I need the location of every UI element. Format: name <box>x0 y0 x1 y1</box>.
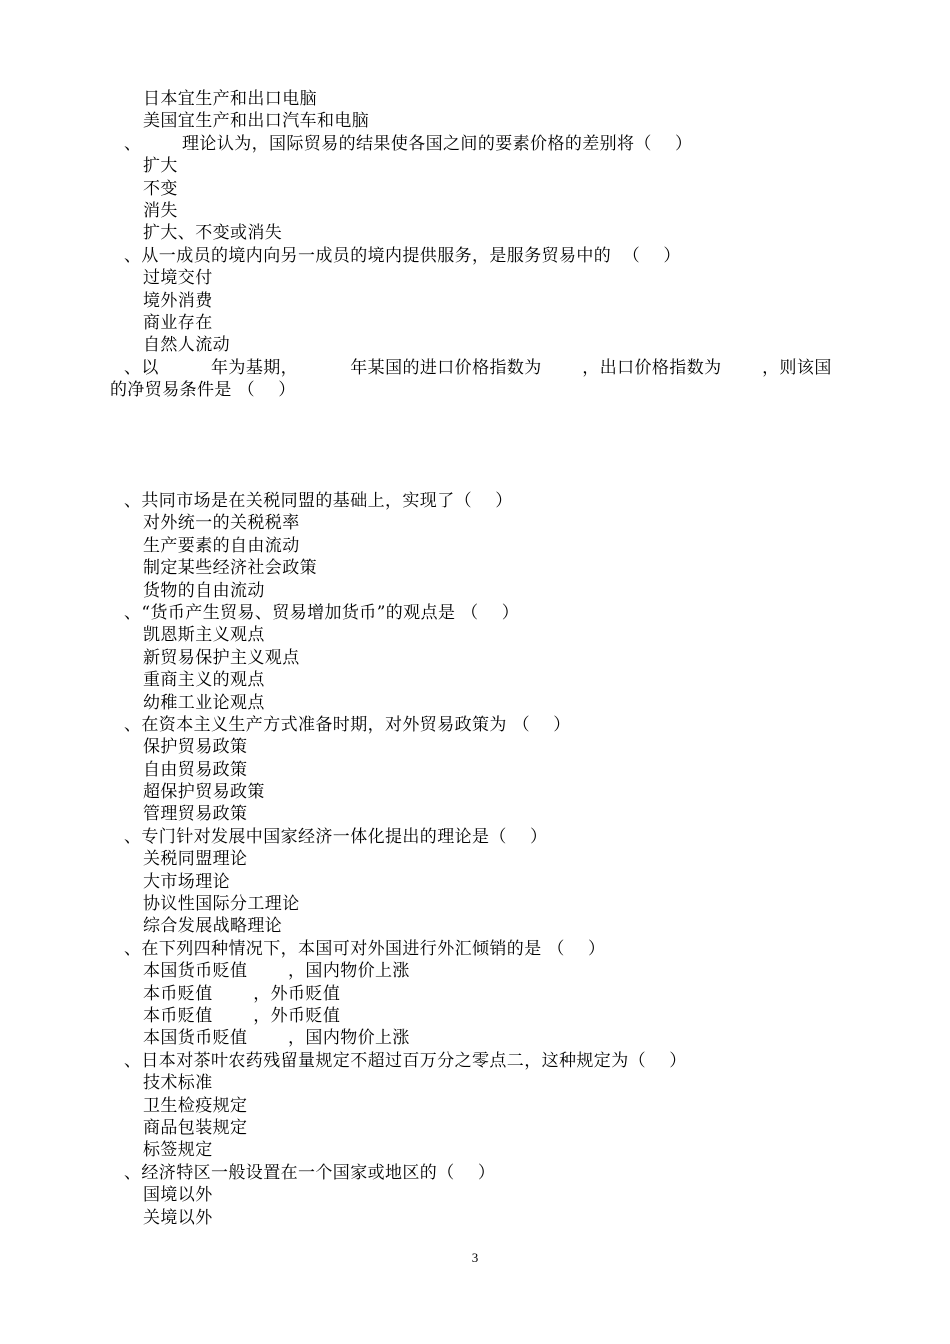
answer-option: 重商主义的观点 <box>143 670 265 691</box>
answer-option: 超保护贸易政策 <box>143 782 265 803</box>
answer-option: 日本宜生产和出口电脑 <box>143 89 317 109</box>
answer-option: 商业存在 <box>143 312 213 333</box>
question-text: 的净贸易条件是 （ ） <box>110 380 296 401</box>
answer-option: 自由贸易政策 <box>143 759 248 780</box>
question-text: 、在下列四种情况下，本国可对外国进行外汇倾销的是 （ ） <box>124 938 606 959</box>
answer-option: 国境以外 <box>143 1185 213 1206</box>
answer-option: 不变 <box>143 178 178 199</box>
question-text: 、经济特区一般设置在一个国家或地区的（ ） <box>124 1162 496 1183</box>
question-text: 、以 年为基期， 年某国的进口价格指数为 ，出口价格指数为 ，则该国 <box>124 357 832 378</box>
answer-option: 境外消费 <box>143 290 213 311</box>
question-text: 、日本对茶叶农药残留量规定不超过百万分之零点二，这种规定为（ ） <box>124 1050 687 1071</box>
answer-option: 自然人流动 <box>143 335 230 356</box>
answer-option: 保护贸易政策 <box>143 737 248 758</box>
answer-option: 扩大 <box>143 156 178 177</box>
answer-option: 本币贬值 ，外币贬值 <box>143 1005 341 1026</box>
answer-option: 生产要素的自由流动 <box>143 535 300 556</box>
question-text: 、在资本主义生产方式准备时期，对外贸易政策为 （ ） <box>124 714 571 735</box>
answer-option: 制定某些经济社会政策 <box>143 558 317 579</box>
answer-option: 商品包装规定 <box>143 1117 248 1138</box>
answer-option: 货物的自由流动 <box>143 580 265 601</box>
answer-option: 本国货币贬值 ，国内物价上涨 <box>143 961 410 982</box>
answer-option: 过境交付 <box>143 268 213 289</box>
question-text: 、 理论认为，国际贸易的结果使各国之间的要素价格的差别将（ ） <box>124 133 693 154</box>
question-text: 、共同市场是在关税同盟的基础上，实现了（ ） <box>124 491 513 511</box>
answer-option: 本国货币贬值 ，国内物价上涨 <box>143 1028 410 1049</box>
answer-option: 新贸易保护主义观点 <box>143 647 300 668</box>
answer-option: 综合发展战略理论 <box>143 916 283 937</box>
answer-option: 扩大、不变或消失 <box>143 223 283 244</box>
answer-option: 标签规定 <box>143 1140 213 1161</box>
answer-option: 协议性国际分工理论 <box>143 894 300 915</box>
question-text: 、专门针对发展中国家经济一体化提出的理论是（ ） <box>124 826 548 847</box>
question-block-bottom <box>0 490 950 1229</box>
answer-option: 管理贸易政策 <box>143 804 248 825</box>
answer-option: 美国宜生产和出口汽车和电脑 <box>143 111 370 132</box>
question-text: 、“货币产生贸易、贸易增加货币”的观点是 （ ） <box>124 602 520 623</box>
answer-option: 对外统一的关税税率 <box>143 513 300 534</box>
answer-option: 关税同盟理论 <box>143 849 248 870</box>
answer-option: 卫生检疫规定 <box>143 1095 248 1116</box>
answer-option: 技术标准 <box>143 1073 213 1094</box>
answer-option: 幼稚工业论观点 <box>143 692 265 713</box>
answer-option: 消失 <box>143 200 178 221</box>
question-block-top <box>0 88 950 401</box>
answer-option: 关境以外 <box>143 1207 213 1228</box>
page-number: 3 <box>471 1250 479 1265</box>
question-text: 、从一成员的境内向另一成员的境内提供服务，是服务贸易中的 （ ） <box>124 245 681 266</box>
answer-option: 大市场理论 <box>143 871 230 892</box>
answer-option: 凯恩斯主义观点 <box>143 625 265 646</box>
answer-option: 本币贬值 ，外币贬值 <box>143 983 341 1004</box>
